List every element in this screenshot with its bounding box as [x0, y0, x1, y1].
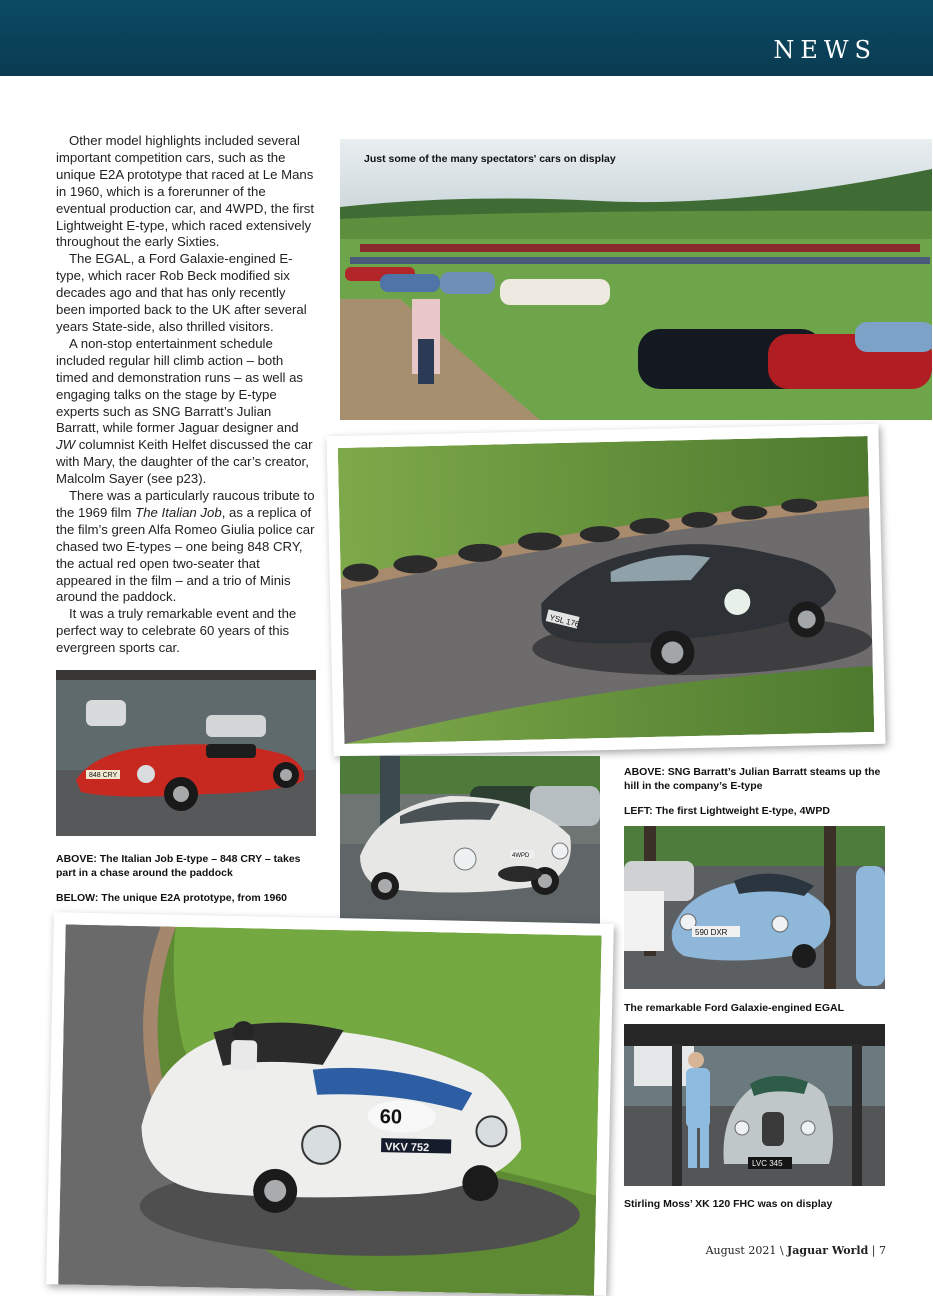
spectators-caption: Just some of the many spectators' cars on display	[364, 153, 616, 165]
page-footer	[706, 1244, 886, 1257]
issue-date: August 2021	[705, 1244, 777, 1257]
moss-xk120-photo	[624, 1024, 885, 1186]
paragraph-2: The EGAL, a Ford Galaxie-engined E-type, which racer Rob Beck modified six decades ago and that has only recently been imported back to the UK after several years State-side, also thrilled visitors.	[56, 251, 307, 334]
paragraph-4: There was a particularly raucous tribute to the 1969 film The Italian Job, as a replica of the film’s green Alfa Romeo Giulia police car chased two E-types – one being 848 CRY, the actual red open two-seater that appeared in the film – and a trio of Minis around the paddock.	[56, 488, 315, 605]
header-bar	[0, 0, 933, 76]
egal-plate: 590 DXR	[695, 928, 728, 937]
caption-moss: Stirling Moss’ XK 120 FHC was on display	[624, 1198, 833, 1210]
caption-e2a: BELOW: The unique E2A prototype, from 1960	[56, 892, 288, 904]
lightweight-etype-photo	[340, 756, 600, 924]
e2a-photo-frame	[46, 912, 614, 1296]
e2a-plate: VKV 752	[384, 1141, 430, 1155]
hillclimb-photo	[338, 436, 875, 744]
paragraph-3: A non-stop entertainment schedule included regular hill climb action – both timed and demonstration runs – as well as engaging talks on the stage by E-type experts such as SNG Barratt’s Julian Barratt, while former Jaguar designer and JW columnist Keith Helfet discussed the car with Mary, the daughter of the car’s creator, Malcolm Sayer (see p23).	[56, 335, 313, 487]
red-etype-plate: 848 CRY	[89, 772, 118, 779]
egal-photo	[624, 826, 885, 989]
caption-egal: The remarkable Ford Galaxie-engined EGAL	[624, 1002, 844, 1014]
barratt-plate: YSL 176	[548, 612, 581, 629]
paragraph-1: Other model highlights included several important competition cars, such as the unique E2A prototype that raced at Le Mans in 1960, which is a forerunner of the eventual production car, and 4WPD, the first Lightweight E-type, which raced extensively throughout the early Sixties.	[56, 133, 315, 250]
caption-italian-job: ABOVE: The Italian Job E-type – 848 CRY – takes part in a chase around the paddock	[56, 853, 301, 879]
caption-barratt: ABOVE: SNG Barratt’s Julian Barratt steams up the hill in the company’s E-type	[624, 766, 881, 792]
section-label: NEWS	[773, 36, 877, 64]
page-number: 7	[879, 1244, 886, 1257]
footer-separator: \	[779, 1244, 784, 1257]
red-etype-photo	[56, 670, 316, 836]
spectators-cars-photo	[340, 139, 932, 420]
hillclimb-photo-frame	[326, 424, 885, 756]
caption-lightweight: LEFT: The first Lightweight E-type, 4WPD	[624, 805, 830, 817]
lightweight-plate: 4WPD	[512, 853, 530, 859]
xk120-plate: LVC 345	[752, 1159, 783, 1168]
article-body	[56, 133, 318, 657]
e2a-race-number: 60	[379, 1106, 403, 1129]
magazine-name: Jaguar World	[787, 1244, 869, 1257]
e2a-photo	[58, 924, 601, 1295]
footer-divider: |	[871, 1244, 876, 1257]
paragraph-5: It was a truly remarkable event and the perfect way to celebrate 60 years of this evergreen sports car.	[56, 606, 297, 656]
